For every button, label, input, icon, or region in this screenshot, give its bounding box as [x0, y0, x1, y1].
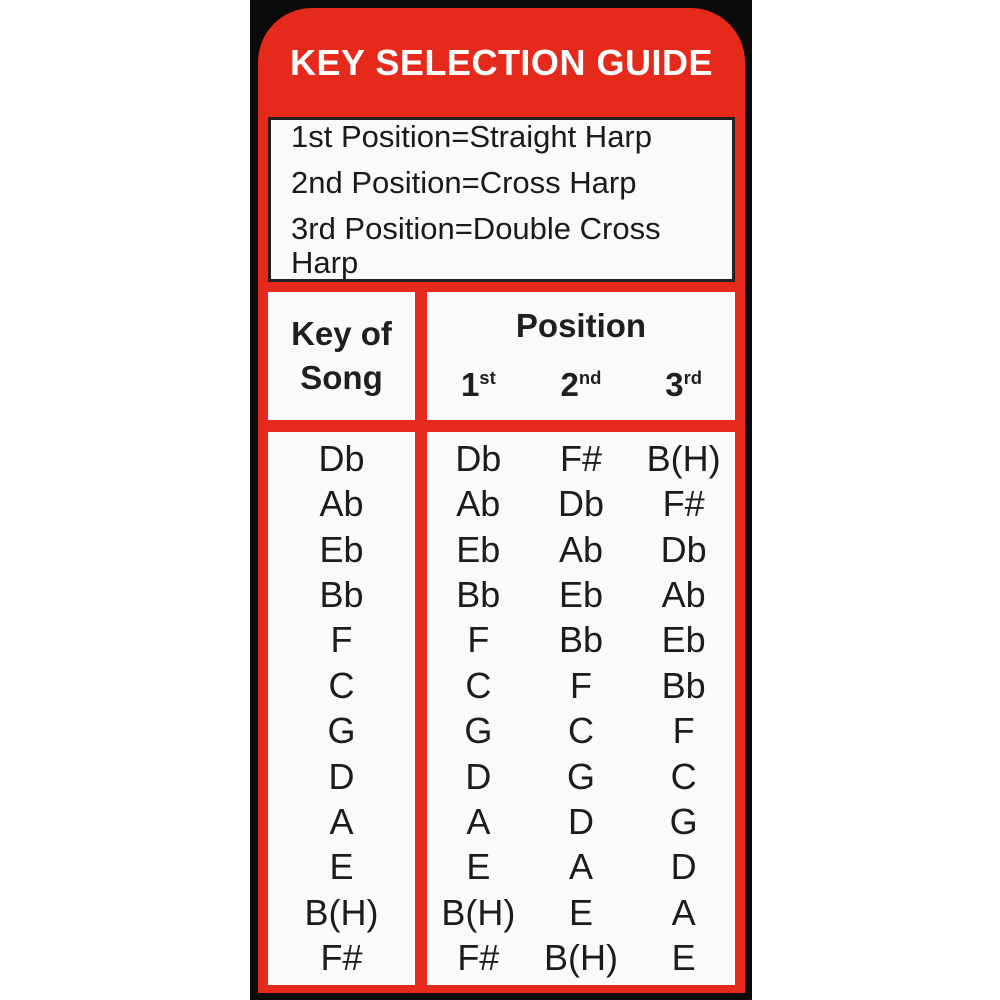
song-key: F: [330, 619, 353, 661]
key-of-song-header-cell: [268, 292, 415, 420]
legend-line-1st-position: 1st Position=Straight Harp: [291, 118, 652, 154]
harp-key-p1: B(H): [441, 891, 516, 933]
key-of-song-header-line2: Song: [300, 359, 383, 396]
song-key: G: [327, 710, 356, 752]
harp-key-p3: Db: [660, 528, 707, 570]
harp-key-p2: B(H): [543, 937, 618, 979]
song-key: C: [328, 664, 355, 706]
harp-key-p1: D: [465, 755, 492, 797]
harp-key-p1: F#: [457, 937, 500, 979]
harp-key-p1: Eb: [456, 528, 501, 570]
position-header-cell: [427, 292, 735, 420]
song-key: D: [328, 755, 355, 797]
harp-key-p2: Bb: [558, 619, 604, 661]
harp-key-p3: C: [670, 755, 697, 797]
position-subheaders: [427, 349, 735, 420]
harp-key-p3: Bb: [661, 664, 706, 706]
legend-line-3rd-position: 3rd Position=Double Cross Harp: [291, 210, 661, 280]
harp-key-p3: B(H): [646, 437, 721, 479]
key-of-song-column: [268, 432, 415, 985]
position-3rd-header: 3rd: [665, 365, 703, 403]
key-selection-guide-card: [258, 8, 745, 993]
harp-key-p2: A: [568, 846, 593, 888]
harp-key-p1: Db: [455, 437, 502, 479]
harp-key-p2: C: [567, 710, 594, 752]
harp-key-p2: D: [567, 801, 594, 843]
harp-key-p2: F: [569, 664, 592, 706]
harp-key-p1: G: [464, 710, 493, 752]
song-key: F#: [320, 937, 363, 979]
harp-key-p3: D: [670, 846, 697, 888]
harp-key-p1: C: [465, 664, 492, 706]
position-1st-header: 1st: [460, 365, 496, 403]
harp-key-p3: Ab: [661, 573, 706, 615]
song-key: B(H): [304, 891, 379, 933]
harp-key-p2: E: [568, 891, 593, 933]
harp-key-p3: F#: [662, 483, 705, 525]
harp-key-p1: Bb: [456, 573, 501, 615]
harp-key-p2: G: [566, 755, 595, 797]
harp-key-p2: Ab: [558, 528, 604, 570]
harp-key-p3: A: [671, 891, 696, 933]
harp-key-p1: Ab: [456, 483, 501, 525]
song-key: Db: [318, 437, 365, 479]
song-key: Ab: [319, 483, 364, 525]
song-key: Bb: [319, 573, 364, 615]
positions-grid: [427, 432, 735, 985]
song-key: Eb: [319, 528, 364, 570]
harp-key-p1: E: [466, 846, 491, 888]
harp-key-p3: E: [671, 937, 696, 979]
card-title: KEY SELECTION GUIDE: [290, 41, 713, 83]
harp-key-p3: Eb: [661, 619, 706, 661]
legend-line-2nd-position: 2nd Position=Cross Harp: [291, 164, 637, 200]
harp-key-p1: F: [467, 619, 490, 661]
harp-key-p1: A: [466, 801, 491, 843]
harp-key-p2: Db: [557, 483, 604, 525]
position-legend-box: [268, 117, 735, 282]
harp-key-p2: Eb: [558, 573, 604, 615]
song-key: E: [329, 846, 354, 888]
key-selection-table: [268, 292, 735, 985]
position-2nd-header: 2nd: [560, 365, 602, 403]
song-key: A: [329, 801, 354, 843]
harp-key-p2: F#: [559, 437, 602, 479]
position-header-label: Position: [515, 307, 647, 344]
harp-key-p3: F: [672, 710, 695, 752]
harp-key-p3: G: [669, 801, 698, 843]
key-of-song-header-line1: Key of: [291, 315, 392, 352]
